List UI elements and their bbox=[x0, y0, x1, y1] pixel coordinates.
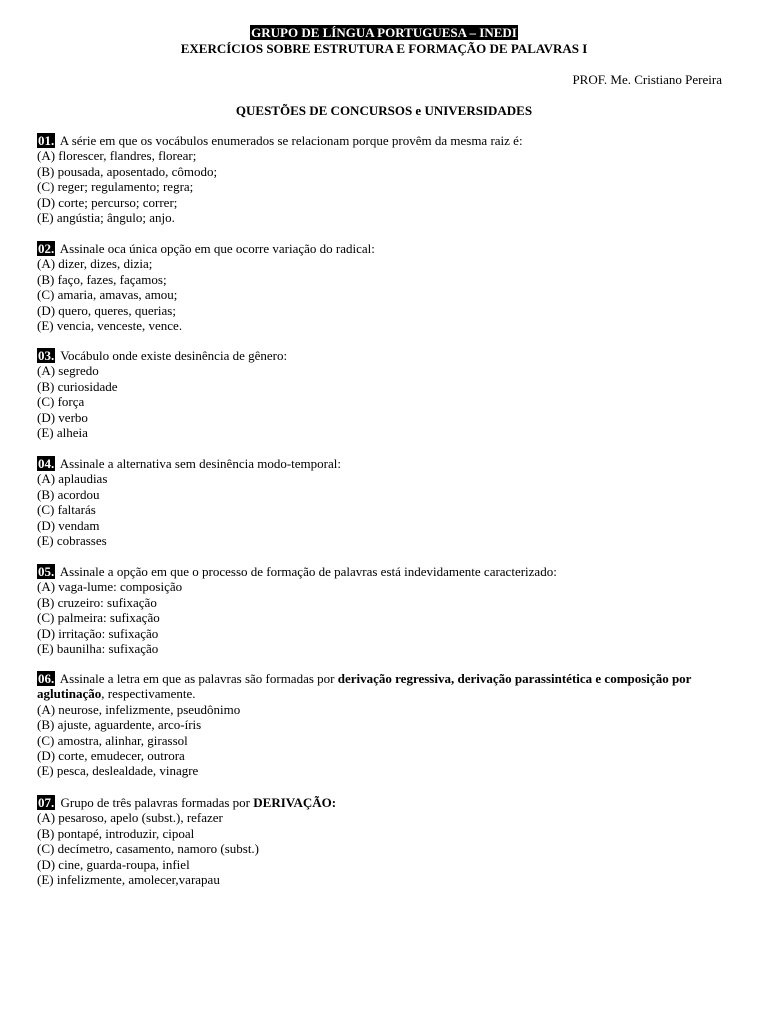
question-statement bbox=[37, 133, 727, 148]
question-text: Grupo de três palavras formadas por bbox=[57, 795, 254, 810]
question-number: 03. bbox=[38, 348, 55, 363]
section-title: QUESTÕES DE CONCURSOS e UNIVERSIDADES bbox=[235, 103, 533, 118]
option-a: (A) neurose, infelizmente, pseudônimo bbox=[37, 701, 241, 717]
question-text: Assinale a alternativa sem desinência modo-temporal: bbox=[57, 456, 341, 471]
question-statement bbox=[37, 241, 727, 256]
option-c: (C) força bbox=[37, 394, 85, 410]
option-d: (D) verbo bbox=[37, 409, 88, 425]
question-statement bbox=[37, 795, 727, 810]
question-02 bbox=[37, 241, 727, 333]
option-a: (A) segredo bbox=[37, 363, 99, 379]
group-name: GRUPO DE LÍNGUA PORTUGUESA – INEDI bbox=[251, 25, 517, 40]
option-e: (E) pesca, deslealdade, vinagre bbox=[37, 763, 199, 779]
option-c: (C) amaria, amavas, amou; bbox=[37, 287, 178, 303]
question-03 bbox=[37, 348, 727, 440]
question-number: 06. bbox=[38, 671, 55, 686]
option-a: (A) dizer, dizes, dizia; bbox=[37, 256, 153, 272]
option-d: (D) corte; percurso; correr; bbox=[37, 194, 178, 210]
question-statement bbox=[37, 564, 727, 579]
option-b: (B) cruzeiro: sufixação bbox=[37, 594, 157, 610]
option-d: (D) vendam bbox=[37, 517, 100, 533]
option-b: (B) faço, fazes, façamos; bbox=[37, 271, 167, 287]
question-text: Assinale oca única opção em que ocorre variação do radical: bbox=[57, 241, 375, 256]
question-text-end: , respectivamente. bbox=[101, 686, 196, 702]
question-statement bbox=[37, 671, 727, 702]
teacher-name: PROF. Me. Cristiano Pereira bbox=[572, 72, 722, 87]
exercise-title: EXERCÍCIOS SOBRE ESTRUTURA E FORMAÇÃO DE PALAVRAS I bbox=[180, 41, 588, 56]
question-statement bbox=[37, 456, 727, 471]
option-b: (B) pousada, aposentado, cômodo; bbox=[37, 163, 218, 179]
option-a: (A) aplaudias bbox=[37, 471, 108, 487]
option-e: (E) cobrasses bbox=[37, 533, 107, 549]
question-text-emphasis: derivação regressiva, derivação parassintética e composição por aglutinação bbox=[37, 671, 692, 702]
option-e: (E) infelizmente, amolecer,varapau bbox=[37, 872, 220, 888]
question-07 bbox=[37, 795, 727, 887]
option-c: (C) palmeira: sufixação bbox=[37, 610, 160, 626]
question-number: 04. bbox=[38, 456, 55, 471]
option-b: (B) curiosidade bbox=[37, 378, 118, 394]
option-b: (B) acordou bbox=[37, 486, 100, 502]
option-c: (C) amostra, alinhar, girassol bbox=[37, 732, 188, 748]
question-number: 05. bbox=[38, 564, 55, 579]
option-c: (C) reger; regulamento; regra; bbox=[37, 179, 194, 195]
option-e: (E) alheia bbox=[37, 425, 88, 441]
question-05 bbox=[37, 564, 727, 656]
option-a: (A) vaga-lume: composição bbox=[37, 579, 183, 595]
group-header bbox=[0, 25, 768, 40]
question-number: 02. bbox=[38, 241, 55, 256]
question-text: Vocábulo onde existe desinência de gênero: bbox=[57, 348, 288, 363]
option-d: (D) quero, queres, querias; bbox=[37, 302, 176, 318]
option-e: (E) vencia, venceste, vence. bbox=[37, 318, 183, 334]
option-a: (A) florescer, flandres, florear; bbox=[37, 148, 197, 164]
question-text-emphasis: DERIVAÇÃO: bbox=[253, 795, 337, 810]
option-c: (C) faltarás bbox=[37, 502, 96, 518]
question-number: 01. bbox=[38, 133, 55, 148]
question-text: A série em que os vocábulos enumerados se relacionam porque provêm da mesma raiz é: bbox=[57, 133, 523, 148]
question-number: 07. bbox=[38, 795, 55, 810]
question-01 bbox=[37, 133, 727, 225]
option-c: (C) decímetro, casamento, namoro (subst.) bbox=[37, 841, 260, 857]
option-b: (B) pontapé, introduzir, cipoal bbox=[37, 825, 195, 841]
question-04 bbox=[37, 456, 727, 548]
option-d: (D) corte, emudecer, outrora bbox=[37, 748, 185, 764]
option-b: (B) ajuste, aguardente, arco-íris bbox=[37, 717, 202, 733]
question-text: Assinale a opção em que o processo de formação de palavras está indevidamente caracterizado: bbox=[57, 564, 557, 579]
option-a: (A) pesaroso, apelo (subst.), refazer bbox=[37, 810, 223, 826]
question-06 bbox=[37, 671, 727, 779]
option-d: (D) irritação: sufixação bbox=[37, 625, 159, 641]
option-e: (E) angústia; ângulo; anjo. bbox=[37, 210, 175, 226]
option-d: (D) cine, guarda-roupa, infiel bbox=[37, 856, 190, 872]
option-e: (E) baunilha: sufixação bbox=[37, 641, 159, 657]
question-statement bbox=[37, 348, 727, 363]
question-text: Assinale a letra em que as palavras são formadas por bbox=[57, 671, 338, 686]
